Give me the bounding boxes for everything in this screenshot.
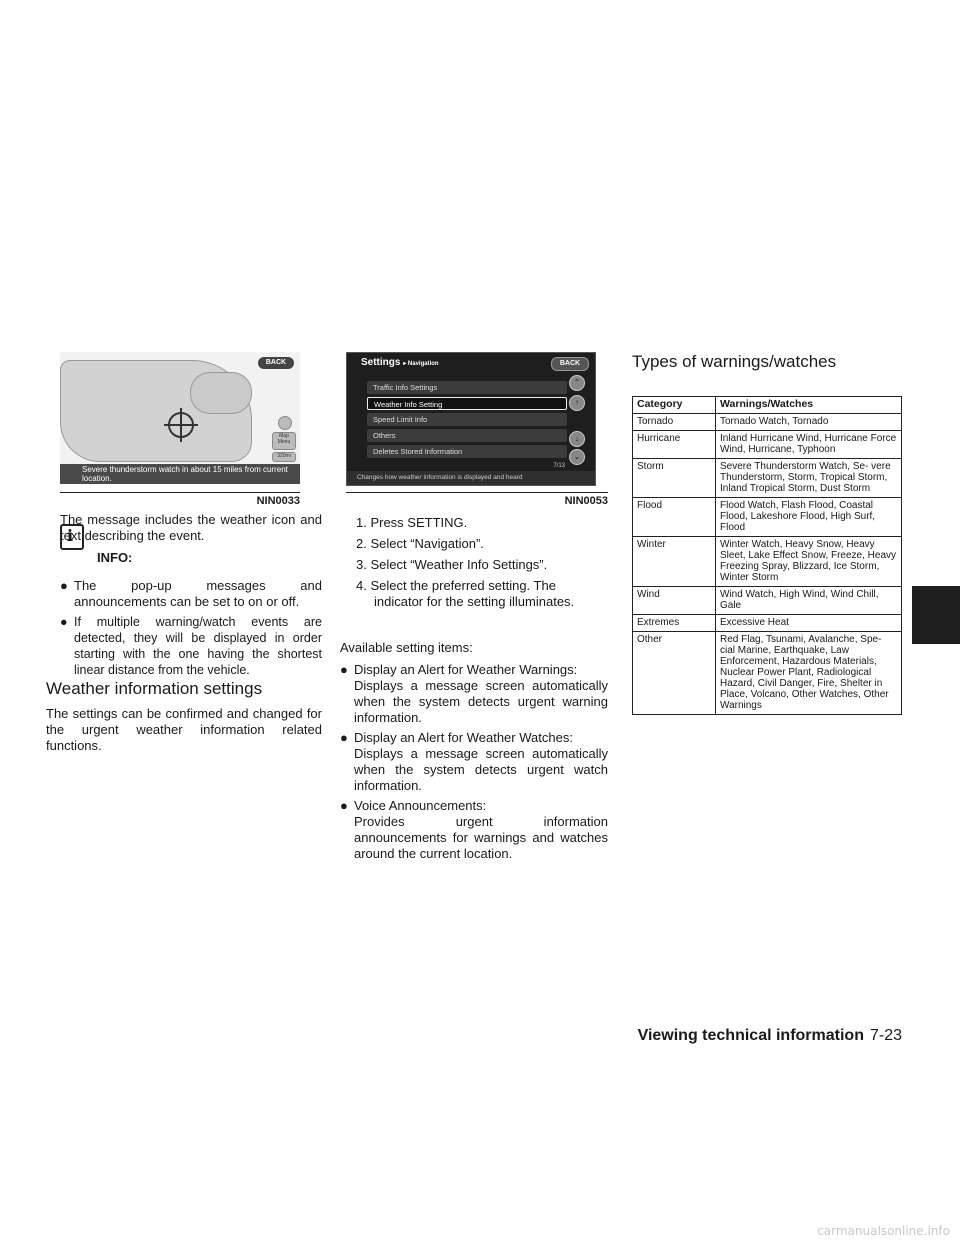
watermark: carmanualsonline.info bbox=[817, 1224, 950, 1238]
map-screen-figure bbox=[60, 352, 300, 484]
warnings-cell: Tornado Watch, Tornado bbox=[716, 414, 902, 431]
warnings-cell: Severe Thunderstorm Watch, Se- vere Thunderstorm, Storm, Tropical Storm, Inland Tropical Storm, Dust Storm bbox=[716, 459, 902, 498]
map-menu-button[interactable]: Map Menu bbox=[272, 432, 296, 450]
scroll-bottom-icon[interactable]: ⌄ bbox=[569, 449, 585, 465]
info-icon bbox=[60, 524, 84, 550]
table-row bbox=[633, 537, 902, 587]
scroll-up-icon[interactable]: ↑ bbox=[569, 395, 585, 411]
scroll-top-icon[interactable]: ⌃ bbox=[569, 375, 585, 391]
table-row bbox=[633, 431, 902, 459]
warnings-cell: Wind Watch, High Wind, Wind Chill, Gale bbox=[716, 587, 902, 615]
step-item: 2. Select “Navigation”. bbox=[356, 536, 484, 551]
column-header: Warnings/Watches bbox=[716, 397, 902, 414]
scale-button[interactable]: 320mi bbox=[272, 452, 296, 462]
chapter-tab bbox=[912, 586, 960, 644]
back-button[interactable]: BACK bbox=[258, 357, 294, 369]
warnings-cell: Excessive Heat bbox=[716, 615, 902, 632]
warnings-cell: Winter Watch, Heavy Snow, Heavy Sleet, Lake Effect Snow, Freeze, Heavy Freezing Spray, Blizzard, Ice Storm, Winter Storm bbox=[716, 537, 902, 587]
column-header: Category bbox=[633, 397, 716, 414]
bullet-icon: ● bbox=[340, 662, 348, 677]
settings-screen-figure bbox=[346, 352, 596, 486]
info-title: INFO: bbox=[97, 550, 133, 565]
warnings-cell: Inland Hurricane Wind, Hurricane Force Wind, Hurricane, Typhoon bbox=[716, 431, 902, 459]
category-cell: Flood bbox=[633, 498, 716, 537]
table-row bbox=[633, 615, 902, 632]
warnings-table bbox=[632, 396, 902, 715]
category-cell: Tornado bbox=[633, 414, 716, 431]
section-paragraph: The settings can be confirmed and changed for the urgent weather information related functions. bbox=[46, 706, 322, 753]
page-indicator: 7/13 bbox=[553, 463, 565, 469]
list-item: ● If multiple warning/watch events are detected, they will be displayed in order starting with the one having the shortest linear distance from the vehicle. bbox=[60, 615, 322, 677]
footer-section-title: Viewing technical information bbox=[637, 1027, 864, 1044]
list-item: ● The pop-up messages and announcements can be set to on or off. bbox=[60, 578, 322, 609]
back-button[interactable]: BACK bbox=[551, 357, 589, 371]
available-label: Available setting items: bbox=[340, 640, 473, 655]
menu-item-speed-limit[interactable]: Speed Limit Info bbox=[367, 413, 567, 426]
scroll-down-icon[interactable]: ↓ bbox=[569, 431, 585, 447]
bullet-icon: ● bbox=[60, 615, 68, 629]
step-item: 4. Select the preferred setting. The indicator for the setting illuminates. bbox=[356, 578, 575, 609]
land-shape bbox=[190, 372, 252, 414]
table-row bbox=[633, 414, 902, 431]
category-cell: Winter bbox=[633, 537, 716, 587]
hint-bar: Changes how weather information is displayed and heard bbox=[347, 471, 595, 485]
section-heading: Weather information settings bbox=[46, 679, 263, 698]
page-footer bbox=[638, 1027, 902, 1045]
warnings-cell: Red Flag, Tsunami, Avalanche, Spe- cial Marine, Earthquake, Law Enforcement, Hazardous Materials, Nuclear Power Plant, Radiological Hazard, Civil Danger, Fire, Shelter in Place, Volcano, Other Watches, Other Warnings bbox=[716, 632, 902, 715]
weather-message-bar: Severe thunderstorm watch in about 15 miles from current location. bbox=[60, 464, 300, 484]
menu-item-traffic-info[interactable]: Traffic Info Settings bbox=[367, 381, 567, 394]
crosshair-icon bbox=[168, 412, 194, 438]
category-cell: Other bbox=[633, 632, 716, 715]
category-cell: Hurricane bbox=[633, 431, 716, 459]
table-row bbox=[633, 632, 902, 715]
list-item: ● Display an Alert for Weather Warnings: Displays a message screen automatically when the system detects urgent warning information. bbox=[340, 662, 608, 725]
table-row bbox=[633, 587, 902, 615]
bullet-icon: ● bbox=[340, 798, 348, 813]
table-row bbox=[633, 459, 902, 498]
table-header-row bbox=[633, 397, 902, 414]
category-cell: Storm bbox=[633, 459, 716, 498]
step-item: 1. Press SETTING. bbox=[356, 515, 468, 530]
list-item: ● Display an Alert for Weather Watches: Displays a message screen automatically when the system detects urgent watch information. bbox=[340, 730, 608, 793]
bullet-icon: ● bbox=[60, 578, 68, 593]
figure-caption: NIN0053 bbox=[346, 492, 608, 507]
menu-item-others[interactable]: Others bbox=[367, 429, 567, 442]
warnings-cell: Flood Watch, Flash Flood, Coastal Flood, Lakeshore Flood, High Surf, Flood bbox=[716, 498, 902, 537]
zoom-button[interactable] bbox=[278, 416, 292, 430]
menu-item-weather-info[interactable]: Weather Info Setting bbox=[367, 397, 567, 410]
bullet-icon: ● bbox=[340, 730, 348, 745]
category-cell: Extremes bbox=[633, 615, 716, 632]
step-item: 3. Select “Weather Info Settings”. bbox=[356, 557, 548, 572]
intro-text: The message includes the weather icon and text describing the event. bbox=[60, 512, 322, 543]
table-row bbox=[633, 498, 902, 537]
page-number: 7-23 bbox=[869, 1027, 902, 1044]
category-cell: Wind bbox=[633, 587, 716, 615]
steps-list bbox=[356, 515, 608, 615]
list-item: ● Voice Announcements: Provides urgent information announcements for warnings and watches around the current location. bbox=[340, 798, 608, 861]
table-heading: Types of warnings/watches bbox=[632, 352, 837, 371]
figure-caption: NIN0033 bbox=[60, 492, 300, 507]
menu-item-delete-stored[interactable]: Deletes Stored Information bbox=[367, 445, 567, 458]
settings-title: Settings ▸ Navigation bbox=[361, 357, 439, 368]
